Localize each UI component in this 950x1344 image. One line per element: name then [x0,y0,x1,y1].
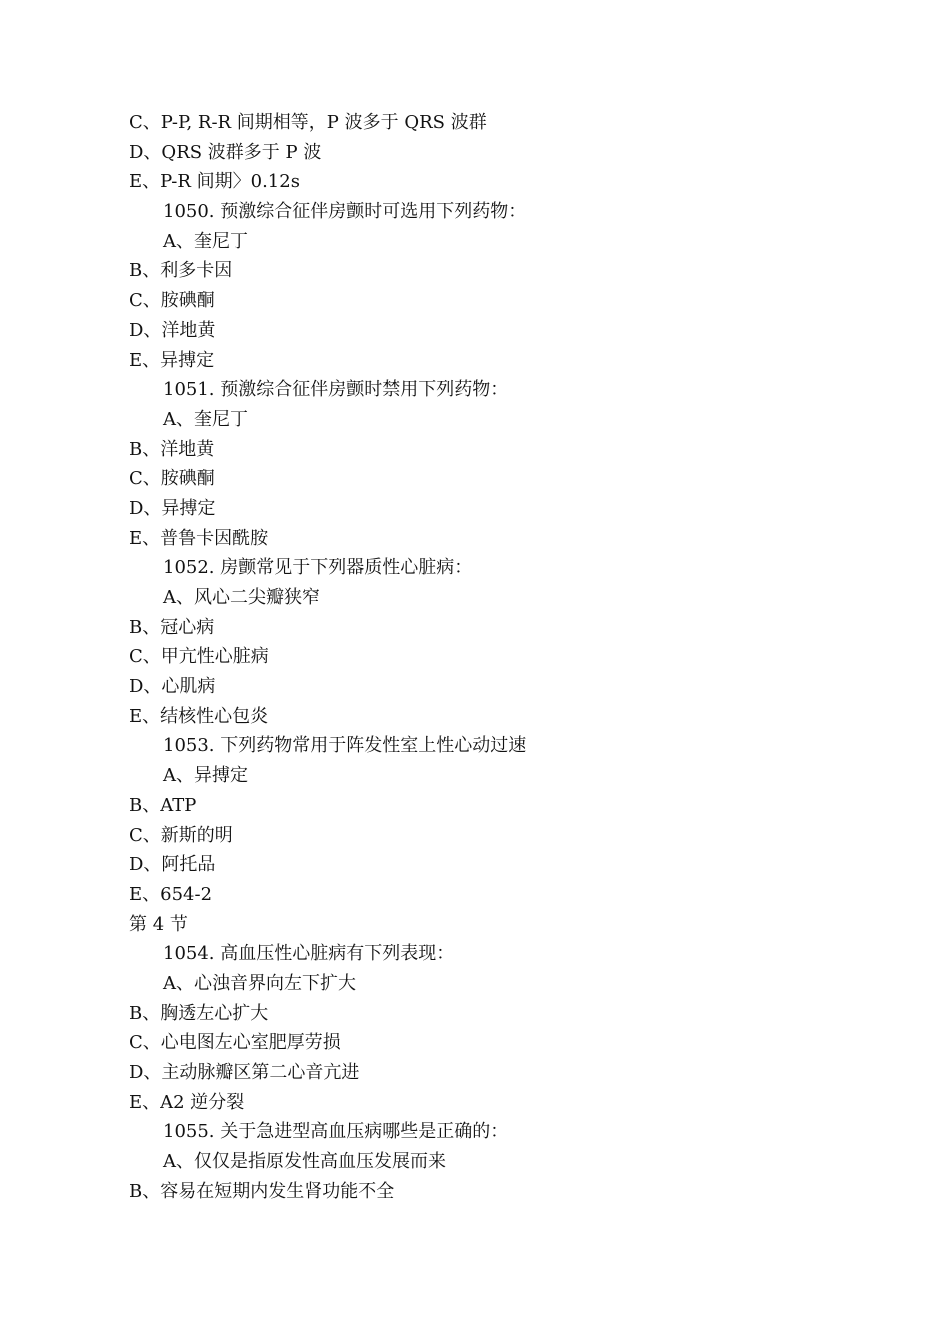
text-line: D、洋地黄 [129,319,216,341]
text-line: 1053. 下列药物常用于阵发性室上性心动过速 [163,735,527,757]
text-line: E、普鲁卡因酰胺 [129,527,269,549]
text-line: B、ATP [129,794,197,816]
text-line: B、利多卡因 [129,260,233,282]
text-line: D、心肌病 [129,676,216,698]
text-line: C、P-P, R-R 间期相等，P 波多于 QRS 波群 [129,112,487,133]
text-line: C、甲亢性心脏病 [129,646,269,668]
text-line: E、异搏定 [129,349,215,371]
text-line: C、心电图左心室肥厚劳损 [129,1032,341,1054]
text-line: E、A2 逆分裂 [129,1091,245,1113]
text-line: C、胺碘酮 [129,468,215,490]
document-body [129,108,889,1206]
text-line: A、奎尼丁 [163,408,248,430]
text-line: 第 4 节 [129,913,188,935]
text-line: A、风心二尖瓣狭窄 [163,587,320,608]
text-line: 1052. 房颤常见于下列器质性心脏病： [163,557,473,579]
text-line: A、仅仅是指原发性高血压发展而来 [163,1151,446,1173]
text-line: B、洋地黄 [129,438,215,460]
text-line: 1055. 关于急进型高血压病哪些是正确的： [163,1121,509,1143]
text-line: C、胺碘酮 [129,290,215,312]
text-line: A、心浊音界向左下扩大 [163,972,356,994]
text-line: 1050. 预激综合征伴房颤时可选用下列药物： [163,201,527,223]
text-line: 1051. 预激综合征伴房颤时禁用下列药物： [163,379,509,401]
text-line: 1054. 高血压性心脏病有下列表现： [163,943,455,965]
text-line: D、异搏定 [129,497,216,519]
text-line: A、异搏定 [163,765,248,787]
text-line: B、胸透左心扩大 [129,1002,269,1024]
text-line: B、容易在短期内发生肾功能不全 [129,1180,395,1202]
text-line: E、结核性心包炎 [129,705,269,727]
text-line: B、冠心病 [129,616,215,638]
text-line: E、P-R 间期〉0.12s [129,171,300,193]
text-line: D、阿托品 [129,854,216,876]
text-line: A、奎尼丁 [163,230,248,252]
text-line: E、654-2 [129,883,213,905]
text-line: D、主动脉瓣区第二心音亢进 [129,1062,360,1083]
text-line: D、QRS 波群多于 P 波 [129,141,322,163]
text-line: C、新斯的明 [129,824,233,846]
